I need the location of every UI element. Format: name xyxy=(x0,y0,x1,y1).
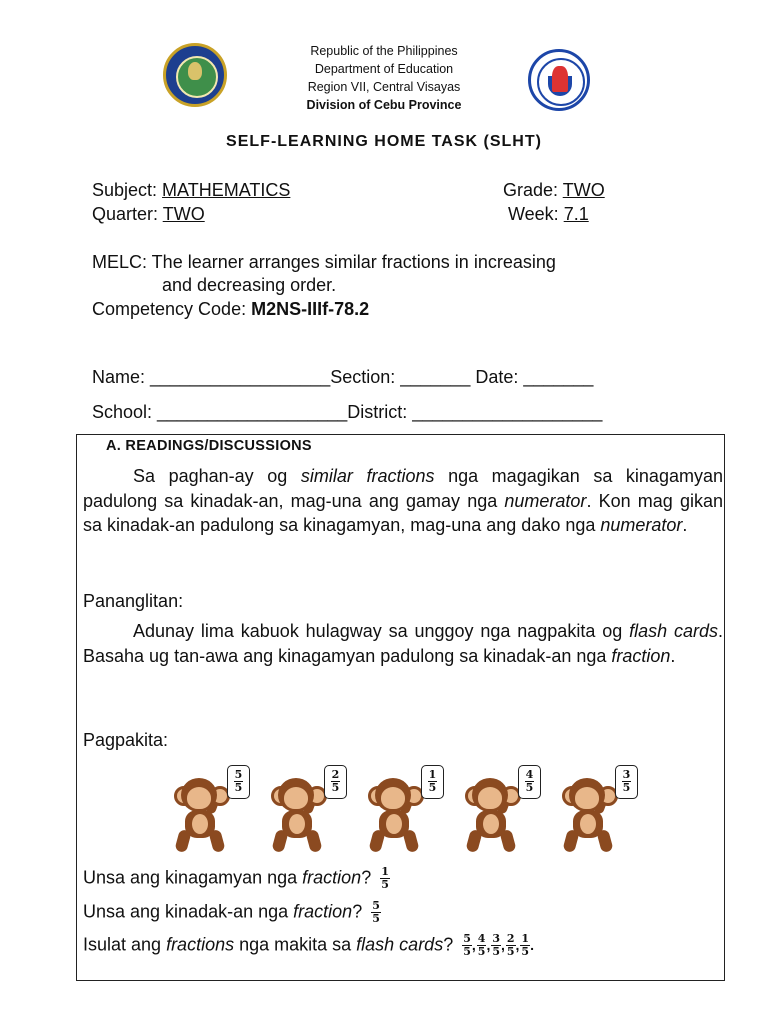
separator: , xyxy=(500,937,505,954)
competency-label: Competency Code: xyxy=(92,299,252,319)
card-fraction: $\frac{2}{5}$ xyxy=(331,768,340,794)
flash-card xyxy=(421,765,444,799)
monkey-icon xyxy=(262,772,332,854)
grade-label: Grade: xyxy=(503,180,563,200)
competency-code: M2NS-IIIf-78.2 xyxy=(251,299,370,319)
answer-fraction: $\frac{1}{5}$ xyxy=(381,865,389,891)
grade-row xyxy=(503,180,605,201)
card-fraction: $\frac{1}{5}$ xyxy=(428,768,437,794)
answer-fraction: $\frac{2}{5}$ xyxy=(506,932,515,958)
monkey-icon xyxy=(165,772,235,854)
quarter-label: Quarter: xyxy=(92,204,163,224)
week-label: Week: xyxy=(508,204,564,224)
monkey-icon xyxy=(456,772,526,854)
card-fraction: $\frac{4}{5}$ xyxy=(525,768,534,794)
monkey-icon xyxy=(359,772,429,854)
school-district-row: School: ___________________District: ___________________ xyxy=(92,402,603,422)
subject-value: MATHEMATICS xyxy=(162,180,291,200)
header-line-4: Division of Cebu Province xyxy=(306,98,462,112)
question-2: Unsa ang kinadak-an nga fraction? $\frac{5}{5}$ xyxy=(83,899,380,925)
competency-row xyxy=(92,299,369,320)
quarter-value: TWO xyxy=(162,204,205,224)
week-row xyxy=(508,204,589,225)
section-heading: A. READINGS/DISCUSSIONS xyxy=(106,438,312,454)
card-fraction: $\frac{5}{5}$ xyxy=(234,768,243,794)
flash-card xyxy=(615,765,638,799)
answer-fraction: $\frac{5}{5}$ xyxy=(372,899,380,925)
monkey-icon xyxy=(553,772,623,854)
paragraph-2: Adunay lima kabuok hulagway sa unggoy nga nagpakita og flash cards. Basaha ug tan-awa ang kinagamyan padulong sa kinadak-an nga fraction. xyxy=(83,621,723,666)
week-value: 7.1 xyxy=(563,204,589,224)
document-title: SELF-LEARNING HOME TASK (SLHT) xyxy=(226,133,542,150)
melc-line-1: MELC: The learner arranges similar fractions in increasing xyxy=(92,252,556,272)
quarter-row xyxy=(92,204,205,225)
paragraph-1: Sa paghan-ay og similar fractions nga magagikan sa kinagamyan padulong sa kinadak-an, mag-una ang gamay nga numerator. Kon mag gikan sa kinadak-an padulong sa kinagamyan, mag-una ang dako nga numerator. xyxy=(83,466,723,535)
header-line-3: Region VII, Central Visayas xyxy=(307,80,461,94)
grade-value: TWO xyxy=(562,180,605,200)
answer-fraction-list xyxy=(458,932,534,958)
flash-card xyxy=(227,765,250,799)
separator: , xyxy=(471,937,476,954)
header-line-1: Republic of the Philippines xyxy=(310,44,458,58)
subject-row xyxy=(92,180,290,201)
card-fraction: $\frac{3}{5}$ xyxy=(622,768,631,794)
answer-fraction: $\frac{4}{5}$ xyxy=(477,932,486,958)
show-label: Pagpakita: xyxy=(83,730,169,750)
question-1: Unsa ang kinagamyan nga fraction? $\frac{1}{5}$ xyxy=(83,865,389,891)
answer-fraction: $\frac{3}{5}$ xyxy=(492,932,500,958)
flash-card xyxy=(518,765,541,799)
answer-fraction: $\frac{1}{5}$ xyxy=(521,932,530,958)
separator: . xyxy=(530,937,534,954)
melc-line-2: and decreasing order. xyxy=(162,275,337,295)
answer-fraction: $\frac{5}{5}$ xyxy=(463,932,471,958)
subject-label: Subject: xyxy=(92,180,163,200)
separator: , xyxy=(486,937,491,954)
name-section-date-row: Name: __________________Section: _______ Date: _______ xyxy=(92,367,594,387)
header-line-2: Department of Education xyxy=(314,62,454,76)
question-3: Isulat ang fractions nga makita sa flash cards? $\frac{5}{5}$ , $\frac{4}{5}$ , $\frac{3}{5}$ , $\frac{2}{5}$ , $\frac{1}{5}$ . xyxy=(83,932,534,958)
example-label: Pananglitan: xyxy=(83,591,184,611)
separator: , xyxy=(515,937,520,954)
flash-card xyxy=(324,765,347,799)
